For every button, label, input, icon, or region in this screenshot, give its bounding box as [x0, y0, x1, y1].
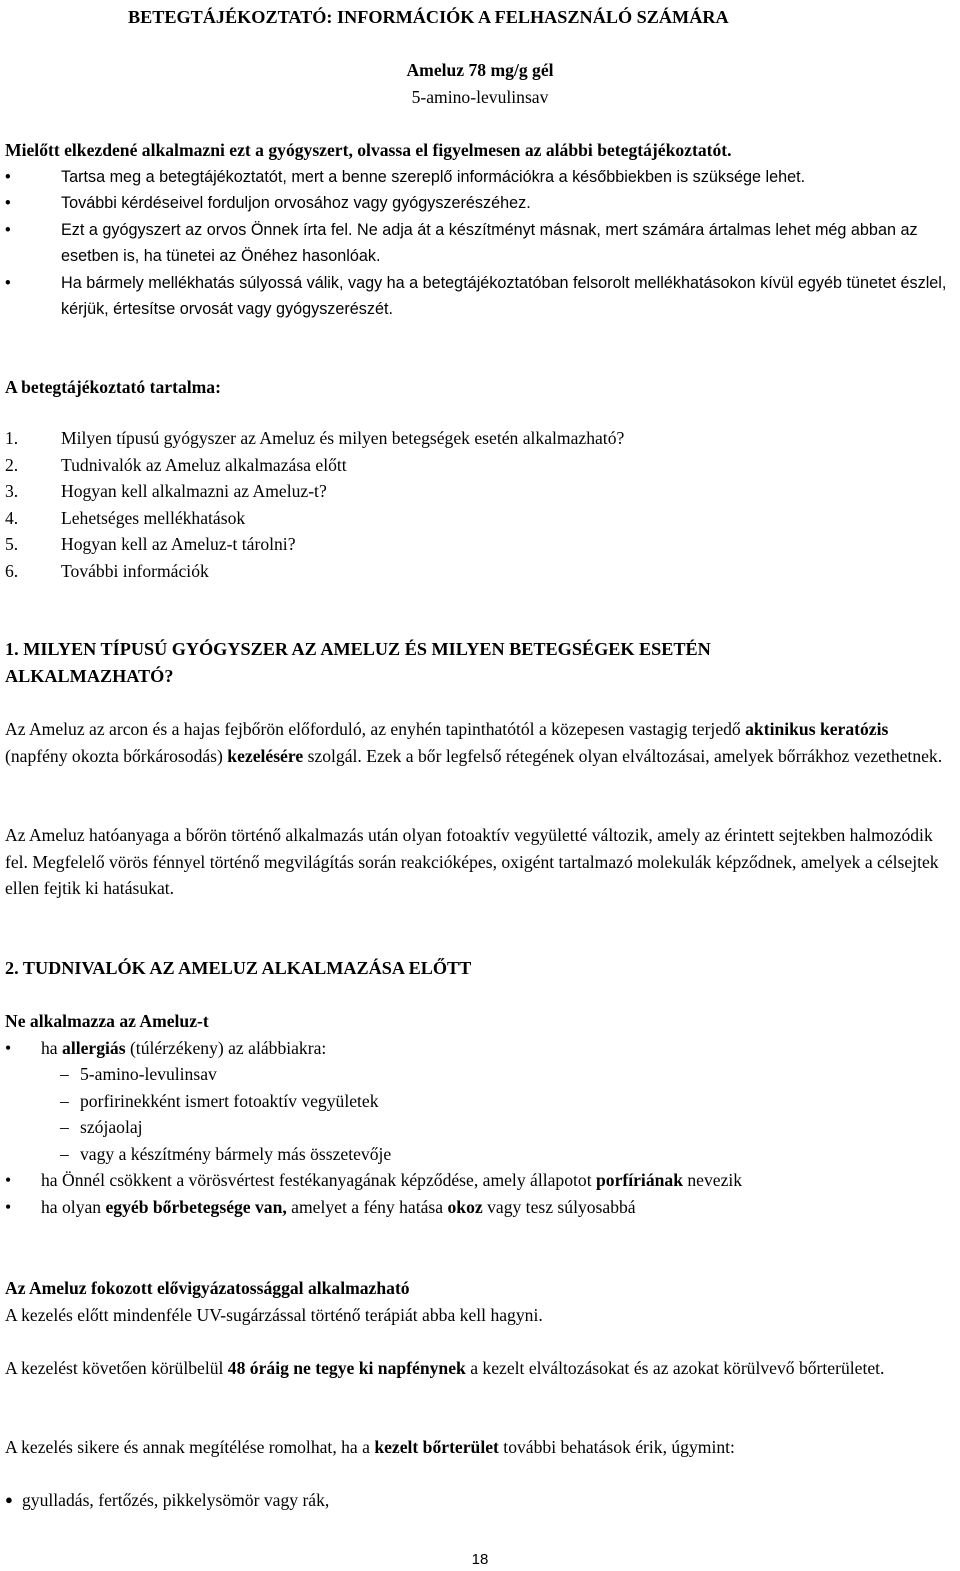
caution-paragraph-3: A kezelés sikere és annak megítélése romolhat, ha a kezelt bőrterület további behatások érik, úgymint:: [5, 1437, 735, 1457]
list-item: • Tartsa meg a betegtájékoztatót, mert a benne szereplő információkra a későbbiekben is szüksége lehet.: [5, 164, 955, 191]
toc-section: [5, 374, 955, 401]
list-item: • ha Önnél csökkent a vörösvértest festékanyagának képződése, amely állapotot porfíriának nevezik: [5, 1167, 955, 1194]
toc-item: 6. További információk: [5, 560, 209, 581]
document-title: BETEGTÁJÉKOZTATÓ: INFORMÁCIÓK A FELHASZNÁLÓ SZÁMÁRA: [128, 7, 729, 27]
section-1-paragraph-2: Az Ameluz hatóanyaga a bőrön történő alkalmazás után olyan fotoaktív vegyületté változik, amely az érintett sejtekben halmozódik fel. Megfelelő vörös fénnyel történő megvilágítás során reakcióképes, oxigént tartalmazó molekulák képződnek, amelyek a célsejtek ellen fejtik ki hatásukat.: [5, 825, 939, 898]
list-item: • További kérdéseivel forduljon orvosához vagy gyógyszerészéhez.: [5, 190, 955, 217]
dash-icon: –: [60, 1143, 69, 1164]
dash-icon: –: [60, 1090, 69, 1111]
bullet-icon: •: [5, 273, 11, 292]
list-item: ● gyulladás, fertőzés, pikkelysömör vagy rák,: [5, 1487, 955, 1514]
toc-list: [5, 425, 955, 584]
do-not-use-section: [5, 1008, 955, 1220]
list-item: – 5-amino-levulinsav: [5, 1061, 955, 1088]
list-item: • ha allergiás (túlérzékeny) az alábbiakra:: [5, 1035, 955, 1062]
section-2-heading: 2. TUDNIVALÓK AZ AMELUZ ALKALMAZÁSA ELŐTT: [5, 958, 472, 978]
list-item: – vagy a készítmény bármely más összetevője: [5, 1141, 955, 1168]
bullet-icon: •: [5, 220, 11, 239]
dash-icon: –: [60, 1117, 69, 1137]
caution-paragraph-1: A kezelés előtt mindenféle UV-sugárzással történő terápiát abba kell hagyni.: [5, 1304, 543, 1325]
toc-item: 4. Lehetséges mellékhatások: [5, 507, 246, 528]
bullet-icon: •: [5, 1037, 12, 1058]
list-item: – szójaolaj: [5, 1114, 955, 1141]
bullet-icon: ●: [5, 1492, 13, 1507]
caution-paragraph-2: A kezelést követően körülbelül 48 óráig ne tegye ki napfénynek a kezelt elváltozásokat és az azokat körülvevő bőrterületet.: [5, 1358, 885, 1378]
section-1-paragraph-1: Az Ameluz az arcon és a hajas fejbőrön előforduló, az enyhén tapinthatótól a közepesen vastagig terjedő aktinikus keratózis (napfény okozta bőrkárosodás) kezelésére szolgál. Ezek a bőr legfelső rétegének olyan elváltozásai, amelyek bőrrákhoz vezethetnek.: [5, 719, 943, 766]
bullet-icon: •: [5, 1170, 12, 1190]
bullet-icon: •: [5, 194, 11, 212]
section-1-heading: 1. MILYEN TÍPUSÚ GYÓGYSZER AZ AMELUZ ÉS MILYEN BETEGSÉGEK ESETÉN ALKALMAZHATÓ?: [5, 639, 711, 686]
caution-heading: Az Ameluz fokozott elővigyázatossággal alkalmazható: [5, 1278, 410, 1298]
list-item: • Ha bármely mellékhatás súlyossá válik, vagy ha a betegtájékoztatóban felsorolt mellékhatásokon kívül egyéb tünetet észlel, kérjük, értesítse orvosát vagy gyógyszerészét.: [5, 270, 955, 323]
caution-section: [5, 1275, 955, 1328]
toc-item: 5. Hogyan kell az Ameluz-t tárolni?: [5, 534, 296, 554]
list-item: • Ezt a gyógyszert az orvos Önnek írta fel. Ne adja át a készítményt másnak, mert számára ártalmas lehet még abban az esetben is, ha tünetei az Önéhez hasonlóak.: [5, 217, 955, 270]
product-substance: 5-amino-levulinsav: [411, 87, 549, 107]
page-number: 18: [471, 1551, 489, 1568]
product-name: Ameluz 78 mg/g gél: [406, 60, 554, 80]
toc-item: 3. Hogyan kell alkalmazni az Ameluz-t?: [5, 481, 327, 501]
toc-item: 1. Milyen típusú gyógyszer az Ameluz és milyen betegségek esetén alkalmazható?: [5, 428, 625, 448]
list-item: • ha olyan egyéb bőrbetegsége van, amelyet a fény hatása okoz vagy tesz súlyosabbá: [5, 1194, 955, 1221]
bullet-icon: •: [5, 1196, 12, 1217]
toc-item: 2. Tudnivalók az Ameluz alkalmazása előtt: [5, 454, 347, 475]
toc-heading: A betegtájékoztató tartalma:: [5, 377, 221, 397]
dash-icon: –: [60, 1064, 69, 1084]
do-not-use-heading: Ne alkalmazza az Ameluz-t: [5, 1011, 209, 1031]
intro-lead: Mielőtt elkezdené alkalmazni ezt a gyógyszert, olvassa el figyelmesen az alábbi betegtájékoztatót.: [5, 140, 732, 160]
caution-bullet: [5, 1487, 955, 1514]
bullet-icon: •: [5, 167, 11, 186]
intro-section: [5, 137, 955, 323]
list-item: – porfirinekként ismert fotoaktív vegyületek: [5, 1088, 955, 1115]
